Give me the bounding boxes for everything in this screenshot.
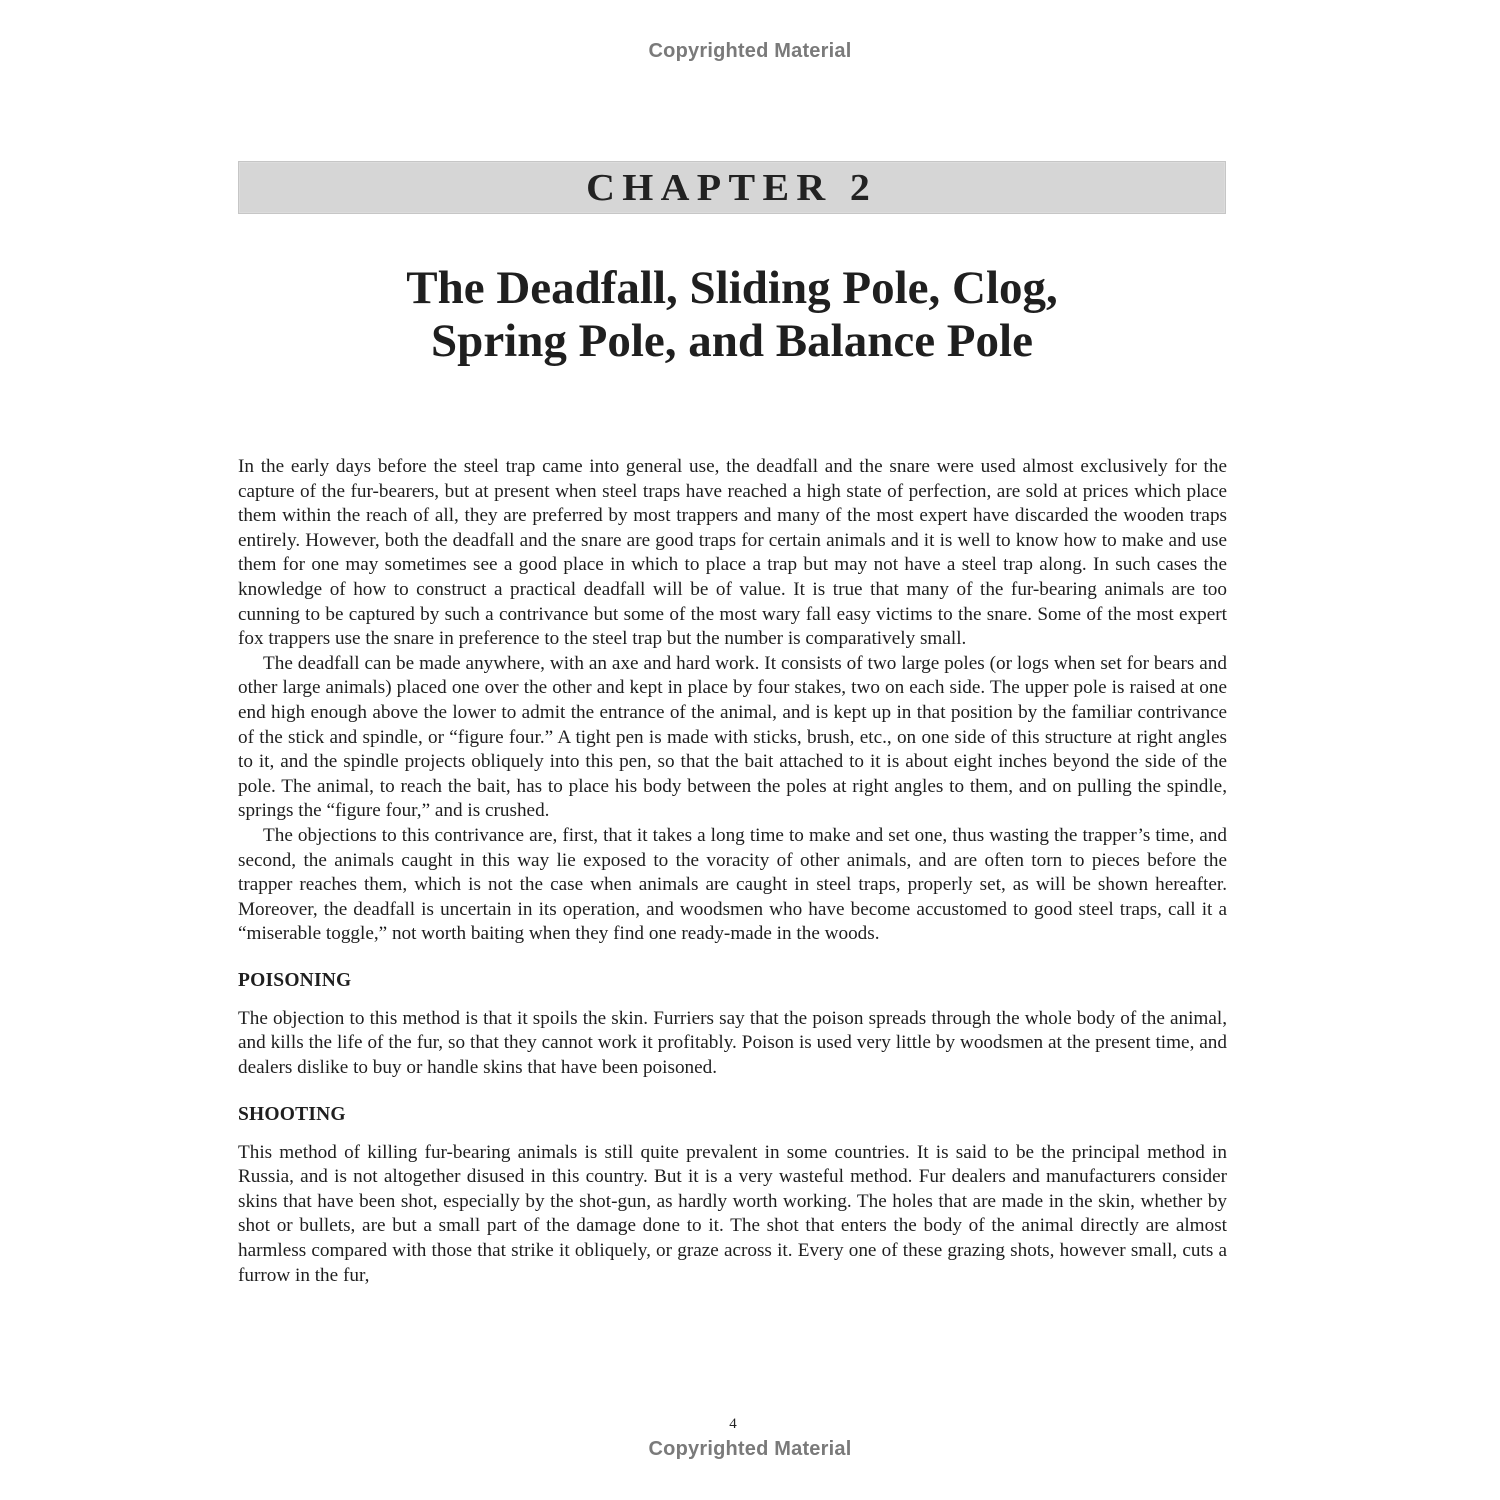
paragraph-intro-3: The objections to this contrivance are, first, that it takes a long time to make and set one, thus wasting the trapper’s time, and second, the animals caught in this way lie exposed to the voracity of other animals, and are often torn to pieces before the trapper reaches them, which is not the case when animals are caught in steel traps, properly set, as will be shown hereafter. Moreover, the deadfall is uncertain in its operation, and woodsmen who have become accustomed to good steel traps, call it a “miserable toggle,” not worth baiting when they find one ready-made in the woods. bbox=[238, 824, 1227, 945]
body-text bbox=[238, 455, 1227, 1288]
copyright-watermark-bottom: Copyrighted Material bbox=[648, 1438, 852, 1460]
chapter-label: CHAPTER 2 bbox=[586, 166, 878, 209]
chapter-title-line-1: The Deadfall, Sliding Pole, Clog, bbox=[406, 262, 1058, 314]
page-number: 4 bbox=[729, 1416, 737, 1432]
section-heading-shooting: SHOOTING bbox=[238, 1103, 346, 1125]
section-heading-poisoning: POISONING bbox=[238, 969, 352, 991]
paragraph-intro-2: The deadfall can be made anywhere, with an axe and hard work. It consists of two large poles (or logs when set for bears and other large animals) placed one over the other and kept in place by four stakes, two on each side. The upper pole is raised at one end high enough above the lower to admit the entrance of the animal, and is kept up in that position by the familiar contrivance of the stick and spindle, or “figure four.” A tight pen is made with sticks, brush, etc., on one side of this structure at right angles to it, and the spindle projects obliquely into this pen, so that the bait attached to it is about eight inches beyond the side of the pole. The animal, to reach the bait, has to place his body between the poles at right angles to them, and on pulling the spindle, springs the “figure four,” and is crushed. bbox=[238, 652, 1227, 822]
paragraph-poisoning: The objection to this method is that it spoils the skin. Furriers say that the poison spreads through the whole body of the animal, and kills the life of the fur, so that they cannot work it profitably. Poison is used very little by woodsmen at the present time, and dealers dislike to buy or handle skins that have been poisoned. bbox=[238, 1007, 1227, 1079]
chapter-title-line-2: Spring Pole, and Balance Pole bbox=[431, 315, 1033, 367]
paragraph-intro-1: In the early days before the steel trap came into general use, the deadfall and the snare were used almost exclusively for the capture of the fur-bearers, but at present when steel traps have reached a high state of perfection, are sold at prices which place them within the reach of all, they are preferred by most trappers and many of the most expert have discarded the wooden traps entirely. However, both the deadfall and the snare are good traps for certain animals and it is well to know how to make and use them for one may sometimes see a good place in which to place a trap but may not have a steel trap along. In such cases the knowledge of how to construct a practical deadfall will be of value. It is true that many of the fur-bearing animals are too cunning to be captured by such a contrivance but some of the most wary fall easy victims to the snare. Some of the most expert fox trappers use the snare in preference to the steel trap but the number is comparatively small. bbox=[238, 456, 1227, 650]
paragraph-shooting: This method of killing fur-bearing animals is still quite prevalent in some countries. It is said to be the principal method in Russia, and is not altogether disused in this country. But it is a very wasteful method. Fur dealers and manufacturers consider skins that have been shot, especially by the shot-gun, as hardly worth working. The holes that are made in the skin, whether by shot or bullets, are but a small part of the damage done to it. The shot that enters the body of the animal directly are almost harmless compared with those that strike it obliquely, or graze across it. Every one of these grazing shots, however small, cuts a furrow in the fur, bbox=[238, 1141, 1227, 1286]
copyright-watermark-top: Copyrighted Material bbox=[648, 40, 852, 62]
chapter-banner bbox=[238, 161, 1226, 214]
chapter-title bbox=[238, 262, 1226, 368]
